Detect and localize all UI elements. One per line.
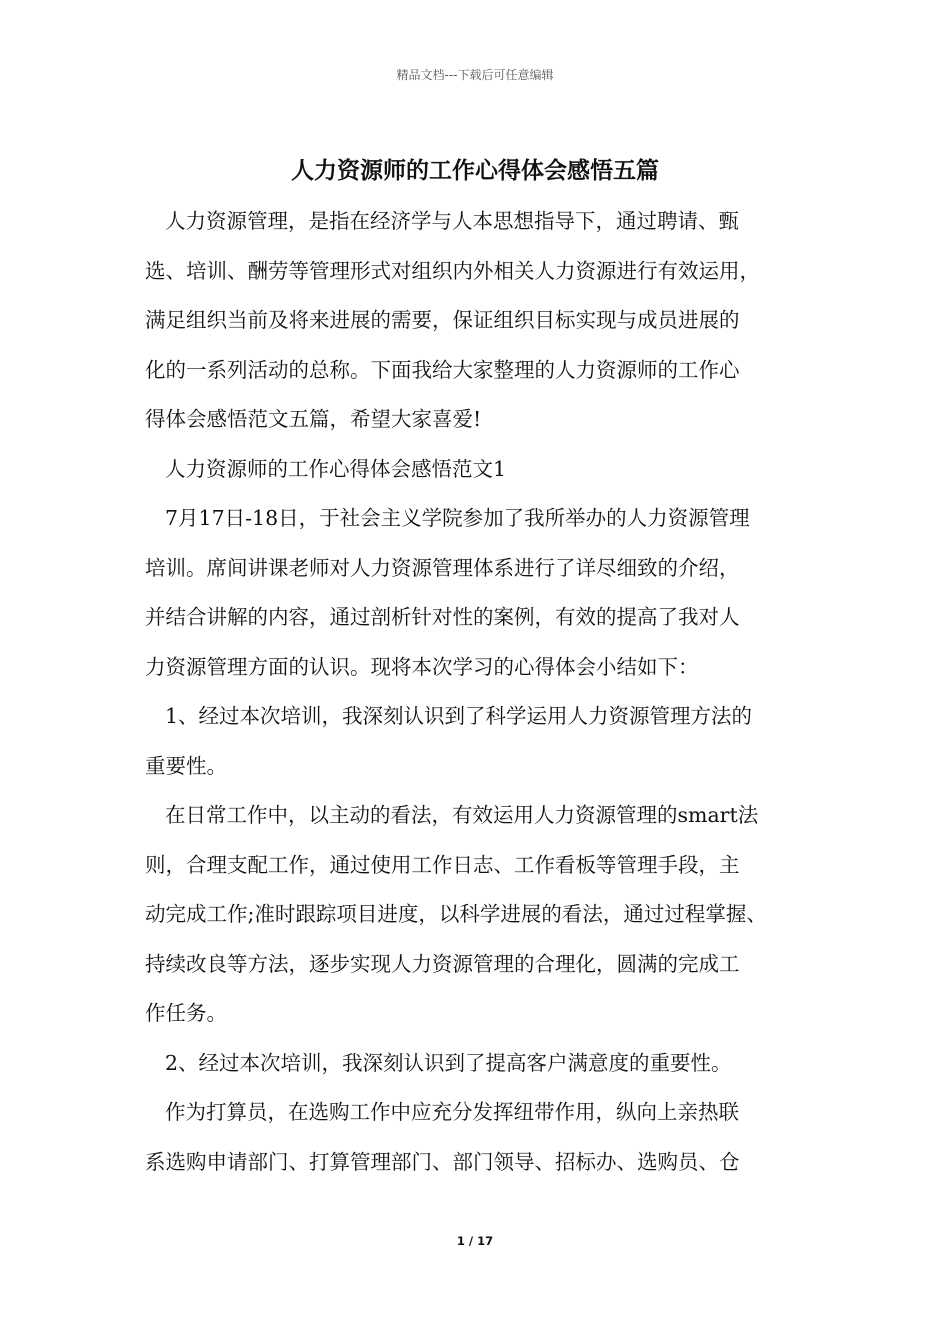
paragraph xyxy=(145,692,825,791)
paragraph xyxy=(145,197,825,445)
text-line: 动完成工作;准时跟踪项目进度，以科学进展的看法，通过过程掌握、 xyxy=(145,902,767,926)
text-line: 选、培训、酬劳等管理形式对组织内外相关人力资源进行有效运用， xyxy=(145,258,760,283)
text-line: 作任务。 xyxy=(145,1001,227,1025)
page-header: 精品文档---下载后可任意编辑 xyxy=(396,68,554,82)
text-line: 持续改良等方法，逐步实现人力资源管理的合理化，圆满的完成工 xyxy=(145,951,740,976)
text-line: 得体会感悟范文五篇，希望大家喜爱! xyxy=(145,407,482,431)
text-line: 在日常工作中，以主动的看法，有效运用人力资源管理的smart法 xyxy=(165,803,759,827)
text-line: 2、经过本次培训，我深刻认识到了提高客户满意度的重要性。 xyxy=(165,1050,732,1075)
paragraph xyxy=(145,494,825,692)
section-heading xyxy=(145,445,825,495)
document-title: 人力资源师的工作心得体会感悟五篇 xyxy=(291,158,659,184)
text-line: 力资源管理方面的认识。现将本次学习的心得体会小结如下： xyxy=(145,654,699,679)
text-line: 作为打算员，在选购工作中应充分发挥纽带作用，纵向上亲热联 xyxy=(165,1100,739,1124)
text-line: 7月17日-18日，于社会主义学院参加了我所举办的人力资源管理 xyxy=(165,506,750,530)
text-line: 满足组织当前及将来进展的需要，保证组织目标实现与成员进展的 xyxy=(145,308,740,332)
text-line: 化的一系列活动的总称。下面我给大家整理的人力资源师的工作心 xyxy=(145,357,740,382)
text-line: 则，合理支配工作，通过使用工作日志、工作看板等管理手段，主 xyxy=(145,852,740,877)
document-body xyxy=(145,197,825,1187)
text-line: 1、经过本次培训，我深刻认识到了科学运用人力资源管理方法的 xyxy=(165,704,753,728)
text-line: 人力资源师的工作心得体会感悟范文1 xyxy=(165,456,507,481)
page-number: 1 / 17 xyxy=(456,1234,494,1248)
text-line: 重要性。 xyxy=(145,753,227,778)
paragraph xyxy=(145,1088,825,1187)
text-line: 人力资源管理，是指在经济学与人本思想指导下，通过聘请、甄 xyxy=(165,209,739,233)
text-line: 并结合讲解的内容，通过剖析针对性的案例，有效的提高了我对人 xyxy=(145,605,740,629)
paragraph xyxy=(145,1039,825,1089)
text-line: 培训。席间讲课老师对人力资源管理体系进行了详尽细致的介绍， xyxy=(145,555,740,580)
text-line: 系选购申请部门、打算管理部门、部门领导、招标办、选购员、仓 xyxy=(145,1149,740,1174)
paragraph xyxy=(145,791,825,1039)
